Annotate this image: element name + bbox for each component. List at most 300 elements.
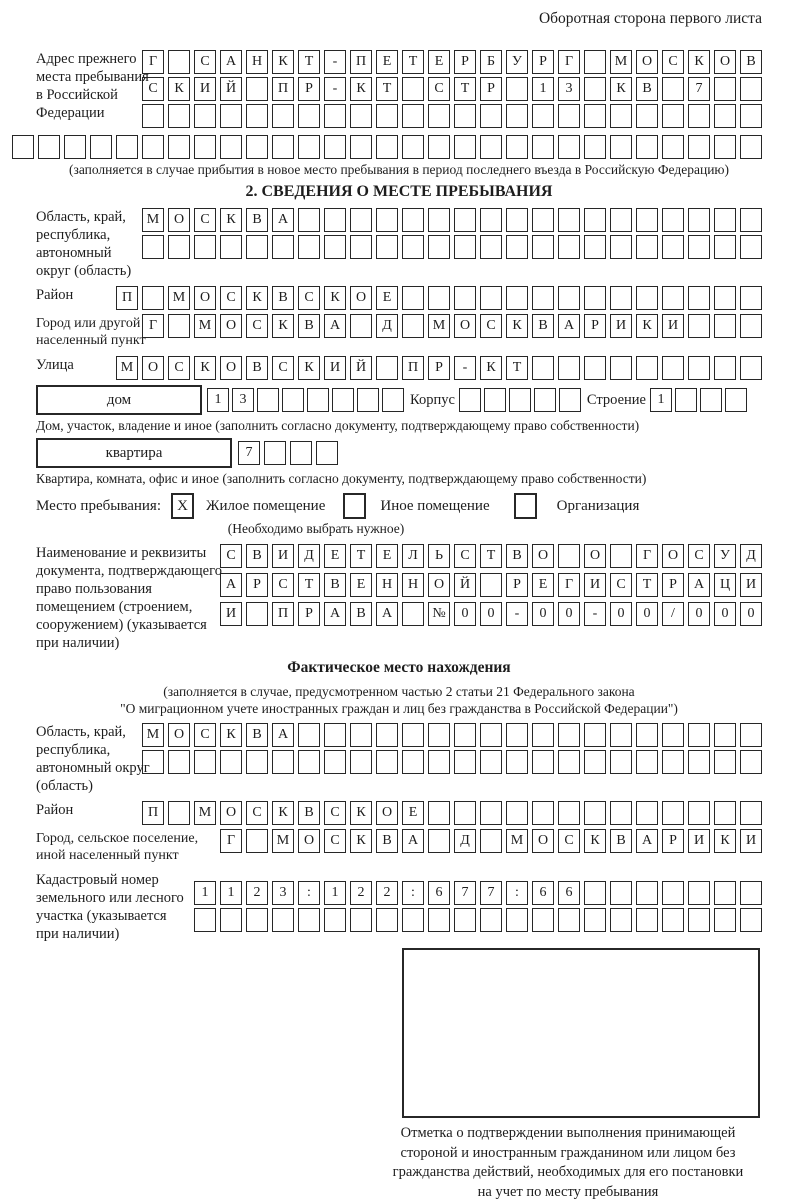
char-box[interactable] (558, 750, 580, 774)
char-box[interactable]: Е (532, 573, 554, 597)
char-box[interactable]: С (272, 356, 294, 380)
char-box[interactable]: О (220, 314, 242, 338)
char-box[interactable] (558, 235, 580, 259)
checkbox-organizatsiya[interactable] (514, 493, 537, 519)
char-box[interactable] (636, 908, 658, 932)
char-box[interactable]: И (324, 356, 346, 380)
char-box[interactable] (740, 723, 762, 747)
char-box[interactable]: Д (376, 314, 398, 338)
char-box[interactable]: Г (636, 544, 658, 568)
char-box[interactable] (610, 235, 632, 259)
char-box[interactable] (740, 235, 762, 259)
char-box[interactable] (675, 388, 697, 412)
char-box[interactable]: С (194, 723, 216, 747)
char-box[interactable]: 3 (272, 881, 294, 905)
char-box[interactable] (246, 77, 268, 101)
char-box[interactable] (454, 235, 476, 259)
char-box[interactable] (662, 208, 684, 232)
char-box[interactable]: 7 (480, 881, 502, 905)
char-box[interactable] (272, 104, 294, 128)
char-box[interactable] (257, 388, 279, 412)
char-box[interactable] (350, 908, 372, 932)
char-box[interactable] (688, 908, 710, 932)
char-box[interactable] (584, 286, 606, 310)
char-box[interactable]: М (194, 801, 216, 825)
char-box[interactable]: С (610, 573, 632, 597)
char-box[interactable] (688, 314, 710, 338)
char-box[interactable] (506, 104, 528, 128)
char-box[interactable]: П (116, 286, 138, 310)
char-box[interactable] (428, 208, 450, 232)
char-box[interactable] (714, 908, 736, 932)
char-box[interactable]: С (246, 314, 268, 338)
char-box[interactable]: В (298, 314, 320, 338)
char-box[interactable] (168, 235, 190, 259)
char-box[interactable] (662, 77, 684, 101)
char-box[interactable]: С (220, 286, 242, 310)
char-box[interactable] (714, 104, 736, 128)
char-box[interactable]: А (220, 573, 242, 597)
char-box[interactable]: П (350, 50, 372, 74)
char-box[interactable]: М (428, 314, 450, 338)
char-box[interactable]: 3 (232, 388, 254, 412)
char-box[interactable]: 0 (714, 602, 736, 626)
char-box[interactable] (402, 286, 424, 310)
char-box[interactable] (636, 208, 658, 232)
char-box[interactable] (584, 356, 606, 380)
char-box[interactable] (402, 77, 424, 101)
char-box[interactable]: А (220, 50, 242, 74)
char-box[interactable] (454, 208, 476, 232)
char-box[interactable] (636, 801, 658, 825)
char-box[interactable] (246, 235, 268, 259)
char-box[interactable] (350, 208, 372, 232)
char-box[interactable]: О (350, 286, 372, 310)
char-box[interactable]: К (220, 723, 242, 747)
char-box[interactable] (662, 286, 684, 310)
char-box[interactable] (740, 314, 762, 338)
char-box[interactable] (454, 801, 476, 825)
char-box[interactable] (402, 602, 424, 626)
char-box[interactable] (688, 286, 710, 310)
char-box[interactable] (402, 235, 424, 259)
char-box[interactable]: А (324, 314, 346, 338)
char-box[interactable] (610, 881, 632, 905)
char-box[interactable]: К (272, 801, 294, 825)
char-box[interactable] (428, 286, 450, 310)
char-box[interactable] (324, 235, 346, 259)
char-box[interactable]: 3 (558, 77, 580, 101)
char-box[interactable]: О (142, 356, 164, 380)
char-box[interactable] (532, 908, 554, 932)
char-box[interactable]: Е (376, 50, 398, 74)
char-box[interactable]: 2 (246, 881, 268, 905)
char-box[interactable]: Н (376, 573, 398, 597)
char-box[interactable] (480, 135, 502, 159)
char-box[interactable] (509, 388, 531, 412)
char-box[interactable] (350, 135, 372, 159)
char-box[interactable] (506, 77, 528, 101)
char-box[interactable]: Т (454, 77, 476, 101)
char-box[interactable]: А (272, 208, 294, 232)
char-box[interactable]: Е (428, 50, 450, 74)
char-box[interactable] (376, 356, 398, 380)
char-box[interactable] (376, 750, 398, 774)
char-box[interactable] (636, 356, 658, 380)
char-box[interactable]: Е (376, 544, 398, 568)
char-box[interactable]: Т (350, 544, 372, 568)
char-box[interactable]: : (402, 881, 424, 905)
char-box[interactable] (402, 723, 424, 747)
char-box[interactable]: Т (376, 77, 398, 101)
char-box[interactable] (402, 314, 424, 338)
char-box[interactable]: А (324, 602, 346, 626)
char-box[interactable] (38, 135, 60, 159)
char-box[interactable]: В (376, 829, 398, 853)
char-box[interactable] (610, 104, 632, 128)
char-box[interactable] (688, 135, 710, 159)
char-box[interactable] (324, 135, 346, 159)
char-box[interactable]: А (636, 829, 658, 853)
char-box[interactable] (714, 750, 736, 774)
char-box[interactable]: 6 (428, 881, 450, 905)
char-box[interactable] (636, 881, 658, 905)
char-box[interactable]: 1 (324, 881, 346, 905)
char-box[interactable]: В (246, 723, 268, 747)
char-box[interactable] (506, 286, 528, 310)
char-box[interactable] (714, 77, 736, 101)
char-box[interactable] (142, 135, 164, 159)
char-box[interactable] (610, 135, 632, 159)
char-box[interactable]: А (402, 829, 424, 853)
char-box[interactable]: О (168, 208, 190, 232)
char-box[interactable] (688, 881, 710, 905)
char-box[interactable]: Р (662, 829, 684, 853)
char-box[interactable] (610, 356, 632, 380)
char-box[interactable]: Й (220, 77, 242, 101)
char-box[interactable]: : (298, 881, 320, 905)
char-box[interactable] (298, 723, 320, 747)
char-box[interactable]: М (142, 723, 164, 747)
char-box[interactable] (725, 388, 747, 412)
char-box[interactable]: Р (584, 314, 606, 338)
char-box[interactable] (168, 750, 190, 774)
char-box[interactable]: С (220, 544, 242, 568)
char-box[interactable] (558, 286, 580, 310)
char-box[interactable]: Е (402, 801, 424, 825)
char-box[interactable]: С (298, 286, 320, 310)
char-box[interactable]: О (194, 286, 216, 310)
char-box[interactable] (584, 50, 606, 74)
char-box[interactable] (740, 286, 762, 310)
char-box[interactable] (246, 602, 268, 626)
char-box[interactable] (636, 135, 658, 159)
char-box[interactable]: С (142, 77, 164, 101)
char-box[interactable]: В (350, 602, 372, 626)
char-box[interactable]: С (688, 544, 710, 568)
char-box[interactable]: 0 (558, 602, 580, 626)
char-box[interactable] (584, 801, 606, 825)
char-box[interactable] (402, 135, 424, 159)
char-box[interactable]: В (246, 356, 268, 380)
char-box[interactable]: - (506, 602, 528, 626)
char-box[interactable] (610, 286, 632, 310)
char-box[interactable] (12, 135, 34, 159)
char-box[interactable]: Т (298, 50, 320, 74)
char-box[interactable] (714, 314, 736, 338)
char-box[interactable] (376, 908, 398, 932)
char-box[interactable]: О (532, 829, 554, 853)
char-box[interactable]: 0 (454, 602, 476, 626)
char-box[interactable] (480, 286, 502, 310)
char-box[interactable]: Г (558, 50, 580, 74)
char-box[interactable]: А (376, 602, 398, 626)
char-box[interactable] (532, 286, 554, 310)
char-box[interactable] (454, 723, 476, 747)
char-box[interactable] (532, 104, 554, 128)
char-box[interactable]: И (610, 314, 632, 338)
char-box[interactable]: С (194, 50, 216, 74)
char-box[interactable]: М (142, 208, 164, 232)
char-box[interactable]: В (246, 544, 268, 568)
char-box[interactable] (376, 208, 398, 232)
char-box[interactable]: К (350, 801, 372, 825)
char-box[interactable] (532, 723, 554, 747)
char-box[interactable]: К (688, 50, 710, 74)
char-box[interactable] (272, 908, 294, 932)
char-box[interactable] (714, 235, 736, 259)
char-box[interactable]: Е (350, 573, 372, 597)
char-box[interactable]: 6 (558, 881, 580, 905)
char-box[interactable]: О (584, 544, 606, 568)
char-box[interactable] (307, 388, 329, 412)
char-box[interactable]: М (168, 286, 190, 310)
char-box[interactable] (168, 50, 190, 74)
char-box[interactable]: 0 (636, 602, 658, 626)
char-box[interactable] (298, 235, 320, 259)
char-box[interactable]: Р (298, 77, 320, 101)
char-box[interactable]: 1 (194, 881, 216, 905)
char-box[interactable]: К (350, 77, 372, 101)
char-box[interactable] (332, 388, 354, 412)
char-box[interactable]: И (740, 573, 762, 597)
char-box[interactable]: Р (480, 77, 502, 101)
char-box[interactable]: К (194, 356, 216, 380)
char-box[interactable]: К (350, 829, 372, 853)
char-box[interactable]: М (610, 50, 632, 74)
char-box[interactable]: В (636, 77, 658, 101)
char-box[interactable]: К (714, 829, 736, 853)
char-box[interactable]: С (662, 50, 684, 74)
char-box[interactable] (402, 908, 424, 932)
char-box[interactable] (480, 908, 502, 932)
char-box[interactable]: И (688, 829, 710, 853)
char-box[interactable] (428, 135, 450, 159)
char-box[interactable]: О (220, 356, 242, 380)
char-box[interactable] (558, 208, 580, 232)
char-box[interactable]: 0 (480, 602, 502, 626)
char-box[interactable]: Е (376, 286, 398, 310)
char-box[interactable] (428, 235, 450, 259)
char-box[interactable]: К (506, 314, 528, 338)
char-box[interactable] (168, 135, 190, 159)
char-box[interactable] (376, 235, 398, 259)
char-box[interactable] (506, 908, 528, 932)
char-box[interactable]: Г (142, 50, 164, 74)
char-box[interactable] (459, 388, 481, 412)
char-box[interactable]: К (220, 208, 242, 232)
char-box[interactable]: С (272, 573, 294, 597)
char-box[interactable]: В (298, 801, 320, 825)
char-box[interactable]: Р (506, 573, 528, 597)
char-box[interactable]: Т (636, 573, 658, 597)
char-box[interactable] (350, 750, 372, 774)
char-box[interactable] (662, 723, 684, 747)
char-box[interactable] (324, 750, 346, 774)
char-box[interactable] (194, 135, 216, 159)
char-box[interactable] (142, 286, 164, 310)
char-box[interactable] (357, 388, 379, 412)
char-box[interactable]: Д (454, 829, 476, 853)
char-box[interactable]: Д (298, 544, 320, 568)
char-box[interactable] (168, 104, 190, 128)
char-box[interactable] (662, 104, 684, 128)
char-box[interactable]: / (662, 602, 684, 626)
char-box[interactable]: Т (480, 544, 502, 568)
char-box[interactable] (662, 801, 684, 825)
char-box[interactable]: Г (220, 829, 242, 853)
char-box[interactable] (480, 723, 502, 747)
char-box[interactable] (558, 908, 580, 932)
char-box[interactable] (584, 208, 606, 232)
char-box[interactable] (350, 235, 372, 259)
char-box[interactable] (484, 388, 506, 412)
char-box[interactable]: У (714, 544, 736, 568)
char-box[interactable]: Й (454, 573, 476, 597)
char-box[interactable] (282, 388, 304, 412)
char-box[interactable]: К (246, 286, 268, 310)
char-box[interactable]: С (558, 829, 580, 853)
char-box[interactable] (454, 104, 476, 128)
char-box[interactable] (559, 388, 581, 412)
char-box[interactable] (740, 881, 762, 905)
char-box[interactable]: С (454, 544, 476, 568)
char-box[interactable]: - (324, 50, 346, 74)
char-box[interactable] (610, 544, 632, 568)
char-box[interactable]: С (324, 801, 346, 825)
char-box[interactable]: М (116, 356, 138, 380)
char-box[interactable]: В (610, 829, 632, 853)
char-box[interactable]: О (532, 544, 554, 568)
char-box[interactable]: О (636, 50, 658, 74)
char-box[interactable]: К (272, 50, 294, 74)
char-box[interactable]: С (246, 801, 268, 825)
char-box[interactable] (506, 750, 528, 774)
char-box[interactable]: 2 (376, 881, 398, 905)
char-box[interactable] (272, 235, 294, 259)
char-box[interactable]: Е (324, 544, 346, 568)
char-box[interactable] (454, 135, 476, 159)
char-box[interactable] (610, 208, 632, 232)
char-box[interactable] (382, 388, 404, 412)
char-box[interactable]: М (272, 829, 294, 853)
char-box[interactable] (714, 723, 736, 747)
char-box[interactable] (220, 135, 242, 159)
char-box[interactable]: Т (402, 50, 424, 74)
char-box[interactable]: В (272, 286, 294, 310)
char-box[interactable]: 1 (532, 77, 554, 101)
char-box[interactable]: Н (402, 573, 424, 597)
char-box[interactable] (220, 908, 242, 932)
char-box[interactable]: - (324, 77, 346, 101)
char-box[interactable] (610, 723, 632, 747)
char-box[interactable] (662, 750, 684, 774)
char-box[interactable] (194, 908, 216, 932)
char-box[interactable] (480, 801, 502, 825)
char-box[interactable] (246, 908, 268, 932)
char-box[interactable] (142, 235, 164, 259)
char-box[interactable] (740, 356, 762, 380)
char-box[interactable]: К (636, 314, 658, 338)
char-box[interactable]: 7 (238, 441, 260, 465)
char-box[interactable] (428, 750, 450, 774)
char-box[interactable]: К (610, 77, 632, 101)
char-box[interactable]: В (740, 50, 762, 74)
char-box[interactable]: К (324, 286, 346, 310)
char-box[interactable] (290, 441, 312, 465)
char-box[interactable]: О (428, 573, 450, 597)
char-box[interactable]: М (194, 314, 216, 338)
char-box[interactable]: Ь (428, 544, 450, 568)
char-box[interactable] (480, 573, 502, 597)
char-box[interactable]: 1 (207, 388, 229, 412)
char-box[interactable] (350, 314, 372, 338)
char-box[interactable] (636, 235, 658, 259)
char-box[interactable] (168, 314, 190, 338)
char-box[interactable] (428, 908, 450, 932)
char-box[interactable] (194, 750, 216, 774)
char-box[interactable]: 7 (688, 77, 710, 101)
char-box[interactable] (584, 908, 606, 932)
char-box[interactable]: 0 (740, 602, 762, 626)
char-box[interactable] (714, 135, 736, 159)
char-box[interactable] (506, 135, 528, 159)
char-box[interactable] (220, 104, 242, 128)
char-box[interactable]: 7 (454, 881, 476, 905)
char-box[interactable]: И (194, 77, 216, 101)
char-box[interactable] (90, 135, 112, 159)
char-box[interactable]: П (272, 77, 294, 101)
char-box[interactable] (454, 286, 476, 310)
char-box[interactable]: В (324, 573, 346, 597)
char-box[interactable] (324, 208, 346, 232)
char-box[interactable] (350, 723, 372, 747)
char-box[interactable] (506, 723, 528, 747)
char-box[interactable] (688, 104, 710, 128)
char-box[interactable]: Т (298, 573, 320, 597)
char-box[interactable] (298, 908, 320, 932)
char-box[interactable] (168, 801, 190, 825)
char-box[interactable]: О (662, 544, 684, 568)
char-box[interactable] (264, 441, 286, 465)
char-box[interactable] (428, 723, 450, 747)
char-box[interactable]: Р (246, 573, 268, 597)
char-box[interactable] (584, 104, 606, 128)
char-box[interactable] (532, 208, 554, 232)
char-box[interactable] (272, 135, 294, 159)
char-box[interactable]: И (220, 602, 242, 626)
char-box[interactable] (350, 104, 372, 128)
